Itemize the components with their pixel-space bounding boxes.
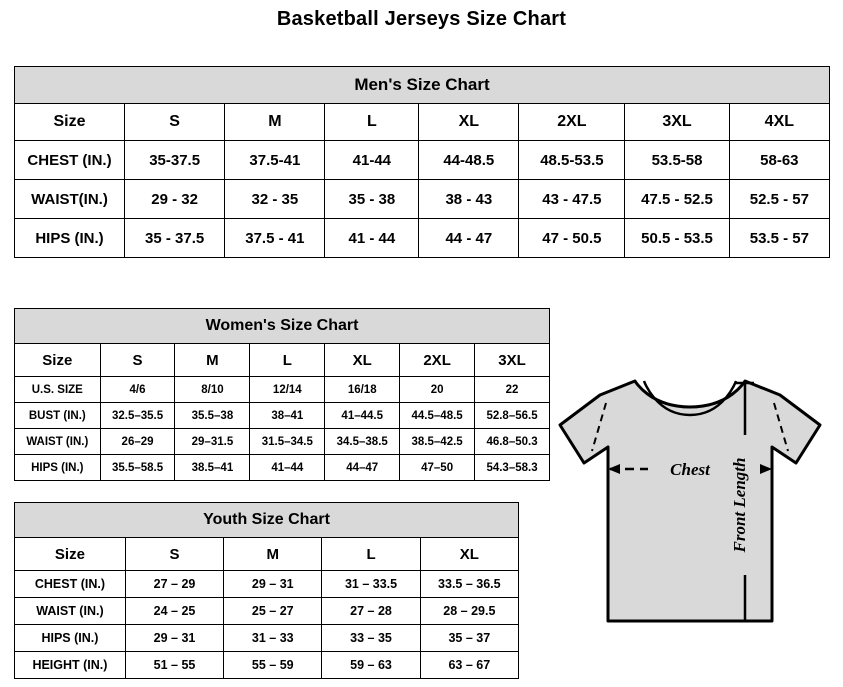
- mens-chart-caption-row: [15, 67, 830, 104]
- youth-cell: 51 – 55: [125, 652, 223, 679]
- womens-chart-caption-row: [15, 309, 550, 344]
- youth-cell: 31 – 33.5: [322, 571, 420, 598]
- table-row: [15, 598, 519, 625]
- womens-header-cell: S: [100, 344, 175, 377]
- youth-chart-caption: Youth Size Chart: [15, 503, 519, 538]
- mens-cell: 37.5 - 41: [225, 219, 325, 258]
- womens-cell: 8/10: [175, 377, 250, 403]
- youth-cell: 25 – 27: [224, 598, 322, 625]
- youth-cell: 29 – 31: [125, 625, 223, 652]
- womens-cell: 44.5–48.5: [400, 403, 475, 429]
- womens-cell: 52.8–56.5: [475, 403, 550, 429]
- womens-cell: 35.5–58.5: [100, 455, 175, 481]
- youth-header-row: [15, 538, 519, 571]
- mens-header-cell: Size: [15, 104, 125, 141]
- youth-cell: 31 – 33: [224, 625, 322, 652]
- youth-size-table: [14, 502, 519, 679]
- youth-cell: 27 – 29: [125, 571, 223, 598]
- mens-chart-caption: Men's Size Chart: [15, 67, 830, 104]
- youth-header-cell: XL: [420, 538, 518, 571]
- youth-chart-caption-row: [15, 503, 519, 538]
- table-row: [15, 141, 830, 180]
- womens-cell: 38.5–42.5: [400, 429, 475, 455]
- mens-cell: 44-48.5: [419, 141, 519, 180]
- womens-cell: 31.5–34.5: [250, 429, 325, 455]
- youth-cell: 33 – 35: [322, 625, 420, 652]
- womens-header-cell: L: [250, 344, 325, 377]
- youth-cell: 29 – 31: [224, 571, 322, 598]
- youth-header-cell: L: [322, 538, 420, 571]
- mens-cell: 32 - 35: [225, 180, 325, 219]
- mens-header-cell: M: [225, 104, 325, 141]
- womens-chart-caption: Women's Size Chart: [15, 309, 550, 344]
- youth-cell: 35 – 37: [420, 625, 518, 652]
- mens-row-label: HIPS (IN.): [15, 219, 125, 258]
- mens-row-label: CHEST (IN.): [15, 141, 125, 180]
- womens-row-label: U.S. SIZE: [15, 377, 101, 403]
- mens-header-cell: 2XL: [519, 104, 625, 141]
- mens-cell: 41-44: [325, 141, 419, 180]
- womens-header-row: [15, 344, 550, 377]
- womens-cell: 44–47: [325, 455, 400, 481]
- womens-size-table: [14, 308, 550, 481]
- chest-label: Chest: [670, 460, 710, 479]
- table-row: [15, 455, 550, 481]
- womens-cell: 38.5–41: [175, 455, 250, 481]
- youth-cell: 55 – 59: [224, 652, 322, 679]
- mens-cell: 58-63: [729, 141, 829, 180]
- youth-size-chart: [14, 502, 519, 679]
- table-row: [15, 180, 830, 219]
- mens-cell: 48.5-53.5: [519, 141, 625, 180]
- youth-row-label: CHEST (IN.): [15, 571, 126, 598]
- shirt-outline: [560, 381, 820, 621]
- youth-header-cell: Size: [15, 538, 126, 571]
- table-row: [15, 219, 830, 258]
- youth-header-cell: M: [224, 538, 322, 571]
- front-length-label: Front Length: [730, 457, 749, 553]
- table-row: [15, 571, 519, 598]
- mens-cell: 35-37.5: [125, 141, 225, 180]
- mens-cell: 35 - 37.5: [125, 219, 225, 258]
- womens-cell: 46.8–50.3: [475, 429, 550, 455]
- womens-row-label: BUST (IN.): [15, 403, 101, 429]
- youth-cell: 33.5 – 36.5: [420, 571, 518, 598]
- youth-cell: 63 – 67: [420, 652, 518, 679]
- womens-cell: 41–44.5: [325, 403, 400, 429]
- womens-cell: 22: [475, 377, 550, 403]
- mens-header-cell: L: [325, 104, 419, 141]
- womens-cell: 54.3–58.3: [475, 455, 550, 481]
- womens-header-cell: 3XL: [475, 344, 550, 377]
- mens-cell: 41 - 44: [325, 219, 419, 258]
- mens-row-label: WAIST(IN.): [15, 180, 125, 219]
- shirt-diagram-svg: [540, 363, 840, 683]
- youth-row-label: WAIST (IN.): [15, 598, 126, 625]
- youth-cell: 24 – 25: [125, 598, 223, 625]
- mens-header-cell: 4XL: [729, 104, 829, 141]
- mens-cell: 44 - 47: [419, 219, 519, 258]
- womens-row-label: WAIST (IN.): [15, 429, 101, 455]
- womens-header-cell: M: [175, 344, 250, 377]
- mens-cell: 29 - 32: [125, 180, 225, 219]
- mens-cell: 43 - 47.5: [519, 180, 625, 219]
- mens-cell: 35 - 38: [325, 180, 419, 219]
- jersey-measurement-diagram: [540, 363, 840, 683]
- table-row: [15, 652, 519, 679]
- mens-header-cell: 3XL: [625, 104, 729, 141]
- mens-cell: 38 - 43: [419, 180, 519, 219]
- youth-cell: 27 – 28: [322, 598, 420, 625]
- youth-header-cell: S: [125, 538, 223, 571]
- table-row: [15, 403, 550, 429]
- womens-size-chart: [14, 308, 550, 481]
- womens-cell: 47–50: [400, 455, 475, 481]
- youth-row-label: HIPS (IN.): [15, 625, 126, 652]
- womens-cell: 29–31.5: [175, 429, 250, 455]
- womens-header-cell: XL: [325, 344, 400, 377]
- mens-header-row: [15, 104, 830, 141]
- womens-header-cell: Size: [15, 344, 101, 377]
- womens-cell: 20: [400, 377, 475, 403]
- womens-cell: 26–29: [100, 429, 175, 455]
- mens-cell: 37.5-41: [225, 141, 325, 180]
- womens-cell: 41–44: [250, 455, 325, 481]
- womens-header-cell: 2XL: [400, 344, 475, 377]
- page-title: Basketball Jerseys Size Chart: [276, 8, 567, 30]
- table-row: [15, 377, 550, 403]
- womens-cell: 12/14: [250, 377, 325, 403]
- mens-header-cell: XL: [419, 104, 519, 141]
- youth-cell: 59 – 63: [322, 652, 420, 679]
- mens-cell: 50.5 - 53.5: [625, 219, 729, 258]
- mens-cell: 53.5-58: [625, 141, 729, 180]
- womens-cell: 38–41: [250, 403, 325, 429]
- womens-cell: 16/18: [325, 377, 400, 403]
- mens-size-chart: [14, 66, 830, 258]
- youth-row-label: HEIGHT (IN.): [15, 652, 126, 679]
- table-row: [15, 429, 550, 455]
- womens-cell: 32.5–35.5: [100, 403, 175, 429]
- mens-header-cell: S: [125, 104, 225, 141]
- mens-size-table: [14, 66, 830, 258]
- mens-cell: 52.5 - 57: [729, 180, 829, 219]
- table-row: [15, 625, 519, 652]
- womens-cell: 34.5–38.5: [325, 429, 400, 455]
- mens-cell: 47.5 - 52.5: [625, 180, 729, 219]
- mens-cell: 47 - 50.5: [519, 219, 625, 258]
- womens-cell: 4/6: [100, 377, 175, 403]
- womens-cell: 35.5–38: [175, 403, 250, 429]
- mens-cell: 53.5 - 57: [729, 219, 829, 258]
- womens-row-label: HIPS (IN.): [15, 455, 101, 481]
- youth-cell: 28 – 29.5: [420, 598, 518, 625]
